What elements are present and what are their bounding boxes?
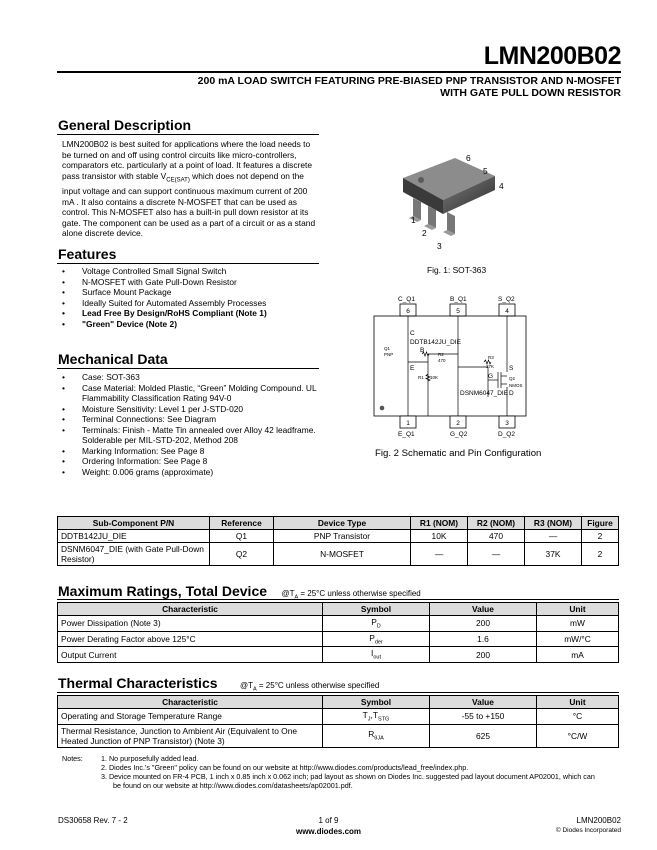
table-row	[58, 647, 619, 663]
pin-label: 5	[483, 166, 488, 176]
table-cell: Q1	[210, 530, 274, 543]
table-cell	[323, 647, 430, 663]
column-header: Sub-Component P/N	[58, 517, 210, 530]
table-cell	[323, 616, 430, 632]
pin-label: 6	[466, 153, 471, 163]
column-header: Characteristic	[58, 603, 323, 616]
table-cell: DDTB142JU_DIE	[58, 530, 210, 543]
website-link[interactable]: www.diodes.com	[295, 827, 362, 836]
figure-1-caption: Fig. 1: SOT-363	[427, 265, 487, 275]
section-rule	[57, 134, 319, 135]
pin-number: 5	[456, 308, 460, 315]
column-header: Value	[430, 696, 537, 709]
base-label: B	[420, 347, 425, 354]
table-cell	[323, 709, 430, 725]
r3-value: 37K	[486, 364, 495, 369]
column-header: Symbol	[323, 603, 430, 616]
column-header: Figure	[582, 517, 619, 530]
list-item: • Moisture Sensitivity: Level 1 per J-STD-020	[56, 404, 341, 415]
cond-rest: = 25°C unless otherwise specified	[256, 681, 380, 690]
column-header: Unit	[537, 603, 619, 616]
emitter-label: E	[410, 365, 415, 372]
features-heading: Features	[58, 246, 117, 262]
list-item: • Terminal Connections: See Diagram	[56, 414, 341, 425]
table-cell: Operating and Storage Temperature Range	[58, 709, 323, 725]
table-header-row	[58, 696, 619, 709]
nmos-label: NMOS	[509, 383, 523, 388]
symbol-sub: der	[374, 639, 383, 646]
r3-label: R3	[488, 355, 494, 360]
table-row	[58, 543, 619, 566]
section-rule	[57, 263, 319, 264]
list-item: • "Green" Device (Note 2)	[56, 319, 326, 330]
pin-number: 3	[505, 420, 509, 427]
column-header: R3 (NOM)	[525, 517, 582, 530]
r2-label: R2	[438, 352, 444, 357]
thermal-table	[57, 695, 619, 748]
table-row	[58, 530, 619, 543]
cond-sub: A	[294, 594, 299, 601]
max-ratings-heading: Maximum Ratings, Total Device	[58, 583, 268, 599]
section-rule	[57, 599, 619, 600]
subtitle-line-2: WITH GATE PULL DOWN RESISTOR	[440, 87, 621, 99]
list-item: • Ideally Suited for Automated Assembly Processes	[56, 298, 326, 309]
symbol-sub: out	[373, 655, 381, 662]
column-header: Characteristic	[58, 696, 323, 709]
table-cell: mA	[537, 647, 619, 663]
table-cell: °C/W	[537, 724, 619, 747]
pin-name-label: D_Q2	[498, 431, 515, 438]
table-cell: 200	[430, 647, 537, 663]
gate-label: G	[488, 373, 494, 380]
source-label: S	[509, 365, 514, 372]
pin-number: 2	[456, 420, 460, 427]
symbol-sub: STG	[378, 716, 390, 723]
pin-label: 4	[499, 181, 504, 191]
symbol: ,T	[370, 710, 378, 720]
r1-value: 10K	[430, 375, 439, 380]
table-cell: PNP Transistor	[274, 530, 411, 543]
cond-t: @T	[239, 681, 253, 690]
pin-name-label: E_Q1	[398, 431, 415, 438]
general-description-text	[62, 139, 319, 239]
note-item: 2. Diodes Inc.'s "Green" policy can be found on our website at http://www.diodes.com/products/lead_free/index.php.	[101, 763, 469, 772]
table-cell: 10K	[411, 530, 468, 543]
list-item: • Weight: 0.006 grams (approximate)	[56, 467, 341, 478]
table-cell: mW	[537, 616, 619, 632]
max-ratings-table	[57, 602, 619, 663]
thermal-heading-block	[58, 675, 379, 693]
table-cell: 625	[430, 724, 537, 747]
list-item: • Ordering Information: See Page 8	[56, 456, 341, 467]
column-header: R2 (NOM)	[468, 517, 525, 530]
symbol-sub: J	[367, 716, 371, 723]
general-text-part1: LMN200B02 is best suited for applications where the load needs to be turned on and off using control circuits like micro-controllers, comparators etc. particularly at a point of load. It features a discrete pass transistor with stable V	[62, 139, 312, 181]
list-item: • Case: SOT-363	[56, 372, 341, 383]
list-item: • Terminals: Finish - Matte Tin annealed over Alloy 42 leadframe. Solderable per MIL-STD-202, Method 208	[56, 425, 341, 446]
table-cell: Thermal Resistance, Junction to Ambient Air (Equivalent to One Heated Junction of PNP Transistor) (Note 3)	[58, 724, 323, 747]
cond-t: @T	[281, 589, 295, 598]
table-cell: DSNM6047_DIE (with Gate Pull-Down Resistor)	[58, 543, 210, 566]
list-item: • Voltage Controlled Small Signal Switch	[56, 266, 326, 277]
pin-name-label: C_Q1	[398, 296, 415, 303]
pin-number: 1	[406, 420, 410, 427]
mechanical-list	[56, 372, 341, 477]
pin-name-label: S_Q2	[498, 296, 515, 303]
symbol-sub: θJA	[374, 736, 384, 742]
note-item: 1. No purposefully added lead.	[101, 754, 199, 763]
pin-label: 2	[422, 228, 427, 238]
column-header: R1 (NOM)	[411, 517, 468, 530]
max-ratings-condition	[281, 589, 421, 601]
pin-number: 6	[406, 308, 410, 315]
section-rule	[57, 368, 319, 369]
q2-label: Q2	[509, 376, 516, 381]
table-cell: Q2	[210, 543, 274, 566]
symbol-sub: D	[376, 623, 381, 630]
table-cell: —	[468, 543, 525, 566]
drain-label: D	[509, 390, 514, 397]
page-number: 1 of 9	[318, 816, 339, 825]
table-cell: N-MOSFET	[274, 543, 411, 566]
symbol: I	[371, 648, 374, 659]
schematic-diagram	[370, 292, 530, 442]
q2-die-name: DSNM6047_DIE	[460, 390, 509, 397]
table-cell: —	[525, 530, 582, 543]
subtitle-line-1: 200 mA LOAD SWITCH FEATURING PRE-BIASED PNP TRANSISTOR AND N-MOSFET	[197, 75, 621, 87]
pin-name-label: G_Q2	[450, 431, 468, 438]
vce-sat-subscript: CE(SAT)	[166, 177, 190, 184]
figure-2-caption: Fig. 2 Schematic and Pin Configuration	[375, 448, 542, 459]
thermal-heading: Thermal Characteristics	[58, 675, 218, 691]
sot-363-package-illustration	[385, 148, 525, 256]
column-header: Unit	[537, 696, 619, 709]
subcomponent-table	[57, 516, 619, 566]
cond-sub: A	[253, 686, 257, 693]
table-header-row	[58, 603, 619, 616]
table-cell: mW/°C	[537, 631, 619, 647]
table-cell: 37K	[525, 543, 582, 566]
general-text-part2: which does not depend on the input voltage and can support continuous maximum current of 200 mA . It also contains a discrete N-MOSFET that can be used as control. This N-MOSFET also has a built-in pull down resistor at its gate. The component can be used as a part of a circuit or as a stand alone discrete device.	[62, 170, 316, 239]
table-cell: —	[411, 543, 468, 566]
r2-value: 470	[438, 358, 446, 363]
table-row	[58, 724, 619, 747]
q1-label: Q1	[384, 346, 391, 351]
thermal-condition	[239, 681, 380, 693]
footer-part-number: LMN200B02	[576, 816, 621, 825]
pin-name-label: B_Q1	[450, 296, 467, 303]
symbol: R	[368, 729, 375, 740]
column-header: Device Type	[274, 517, 411, 530]
symbol: T	[362, 710, 368, 720]
symbol: P	[371, 617, 377, 627]
table-cell	[323, 724, 430, 747]
table-row	[58, 631, 619, 647]
table-cell	[323, 631, 430, 647]
copyright: © Diodes Incorporated	[555, 827, 621, 834]
pin-label: 3	[437, 241, 442, 251]
general-description-heading: General Description	[58, 117, 192, 133]
list-item: • N-MOSFET with Gate Pull-Down Resistor	[56, 277, 326, 288]
column-header: Symbol	[323, 696, 430, 709]
mechanical-data-heading: Mechanical Data	[58, 351, 168, 367]
list-item: • Marking Information: See Page 8	[56, 446, 341, 457]
table-cell: Power Derating Factor above 125°C	[58, 631, 323, 647]
r1-label: R1	[418, 375, 424, 380]
table-cell: 200	[430, 616, 537, 632]
symbol: P	[369, 632, 375, 643]
features-list	[56, 266, 326, 329]
table-cell: °C	[537, 709, 619, 725]
column-header: Value	[430, 603, 537, 616]
notes-list	[101, 754, 601, 790]
table-cell: 470	[468, 530, 525, 543]
list-item: • Surface Mount Package	[56, 287, 326, 298]
table-cell: -55 to +150	[430, 709, 537, 725]
column-header: Reference	[210, 517, 274, 530]
q1-die-name: DDTB142JU_DIE	[410, 339, 461, 346]
list-item: • Case Material: Molded Plastic, “Green” Molding Compound. UL Flammability Classification Rating 94V-0	[56, 383, 341, 404]
notes-label: Notes:	[62, 754, 83, 763]
pin-number: 4	[505, 308, 509, 315]
table-cell: Power Dissipation (Note 3)	[58, 616, 323, 632]
header-rule	[57, 71, 621, 73]
cond-rest: = 25°C unless otherwise specified	[298, 589, 421, 598]
table-row	[58, 709, 619, 725]
table-cell: 1.6	[430, 631, 537, 647]
note-item: 3. Device mounted on FR-4 PCB, 1 inch x 0.85 inch x 0.062 inch; pad layout as shown on Diodes Inc. suggested pad layout document AP02001, which can be found on our website at http://www.diodes.com/datasheets/ap02001.pdf.	[101, 772, 595, 790]
table-cell: Output Current	[58, 647, 323, 663]
page-subtitle	[198, 75, 621, 99]
table-header-row	[58, 517, 619, 530]
pin-label: 1	[411, 215, 416, 225]
pnp-label: PNP	[384, 352, 394, 357]
collector-label: C	[410, 330, 415, 337]
table-row	[58, 616, 619, 632]
part-number: LMN200B02	[483, 42, 621, 70]
list-item: • Lead Free By Design/RoHS Compliant (Note 1)	[56, 308, 326, 319]
table-cell: 2	[582, 530, 619, 543]
section-rule	[57, 692, 619, 693]
doc-revision: DS30658 Rev. 7 - 2	[58, 816, 128, 825]
table-cell: 2	[582, 543, 619, 566]
